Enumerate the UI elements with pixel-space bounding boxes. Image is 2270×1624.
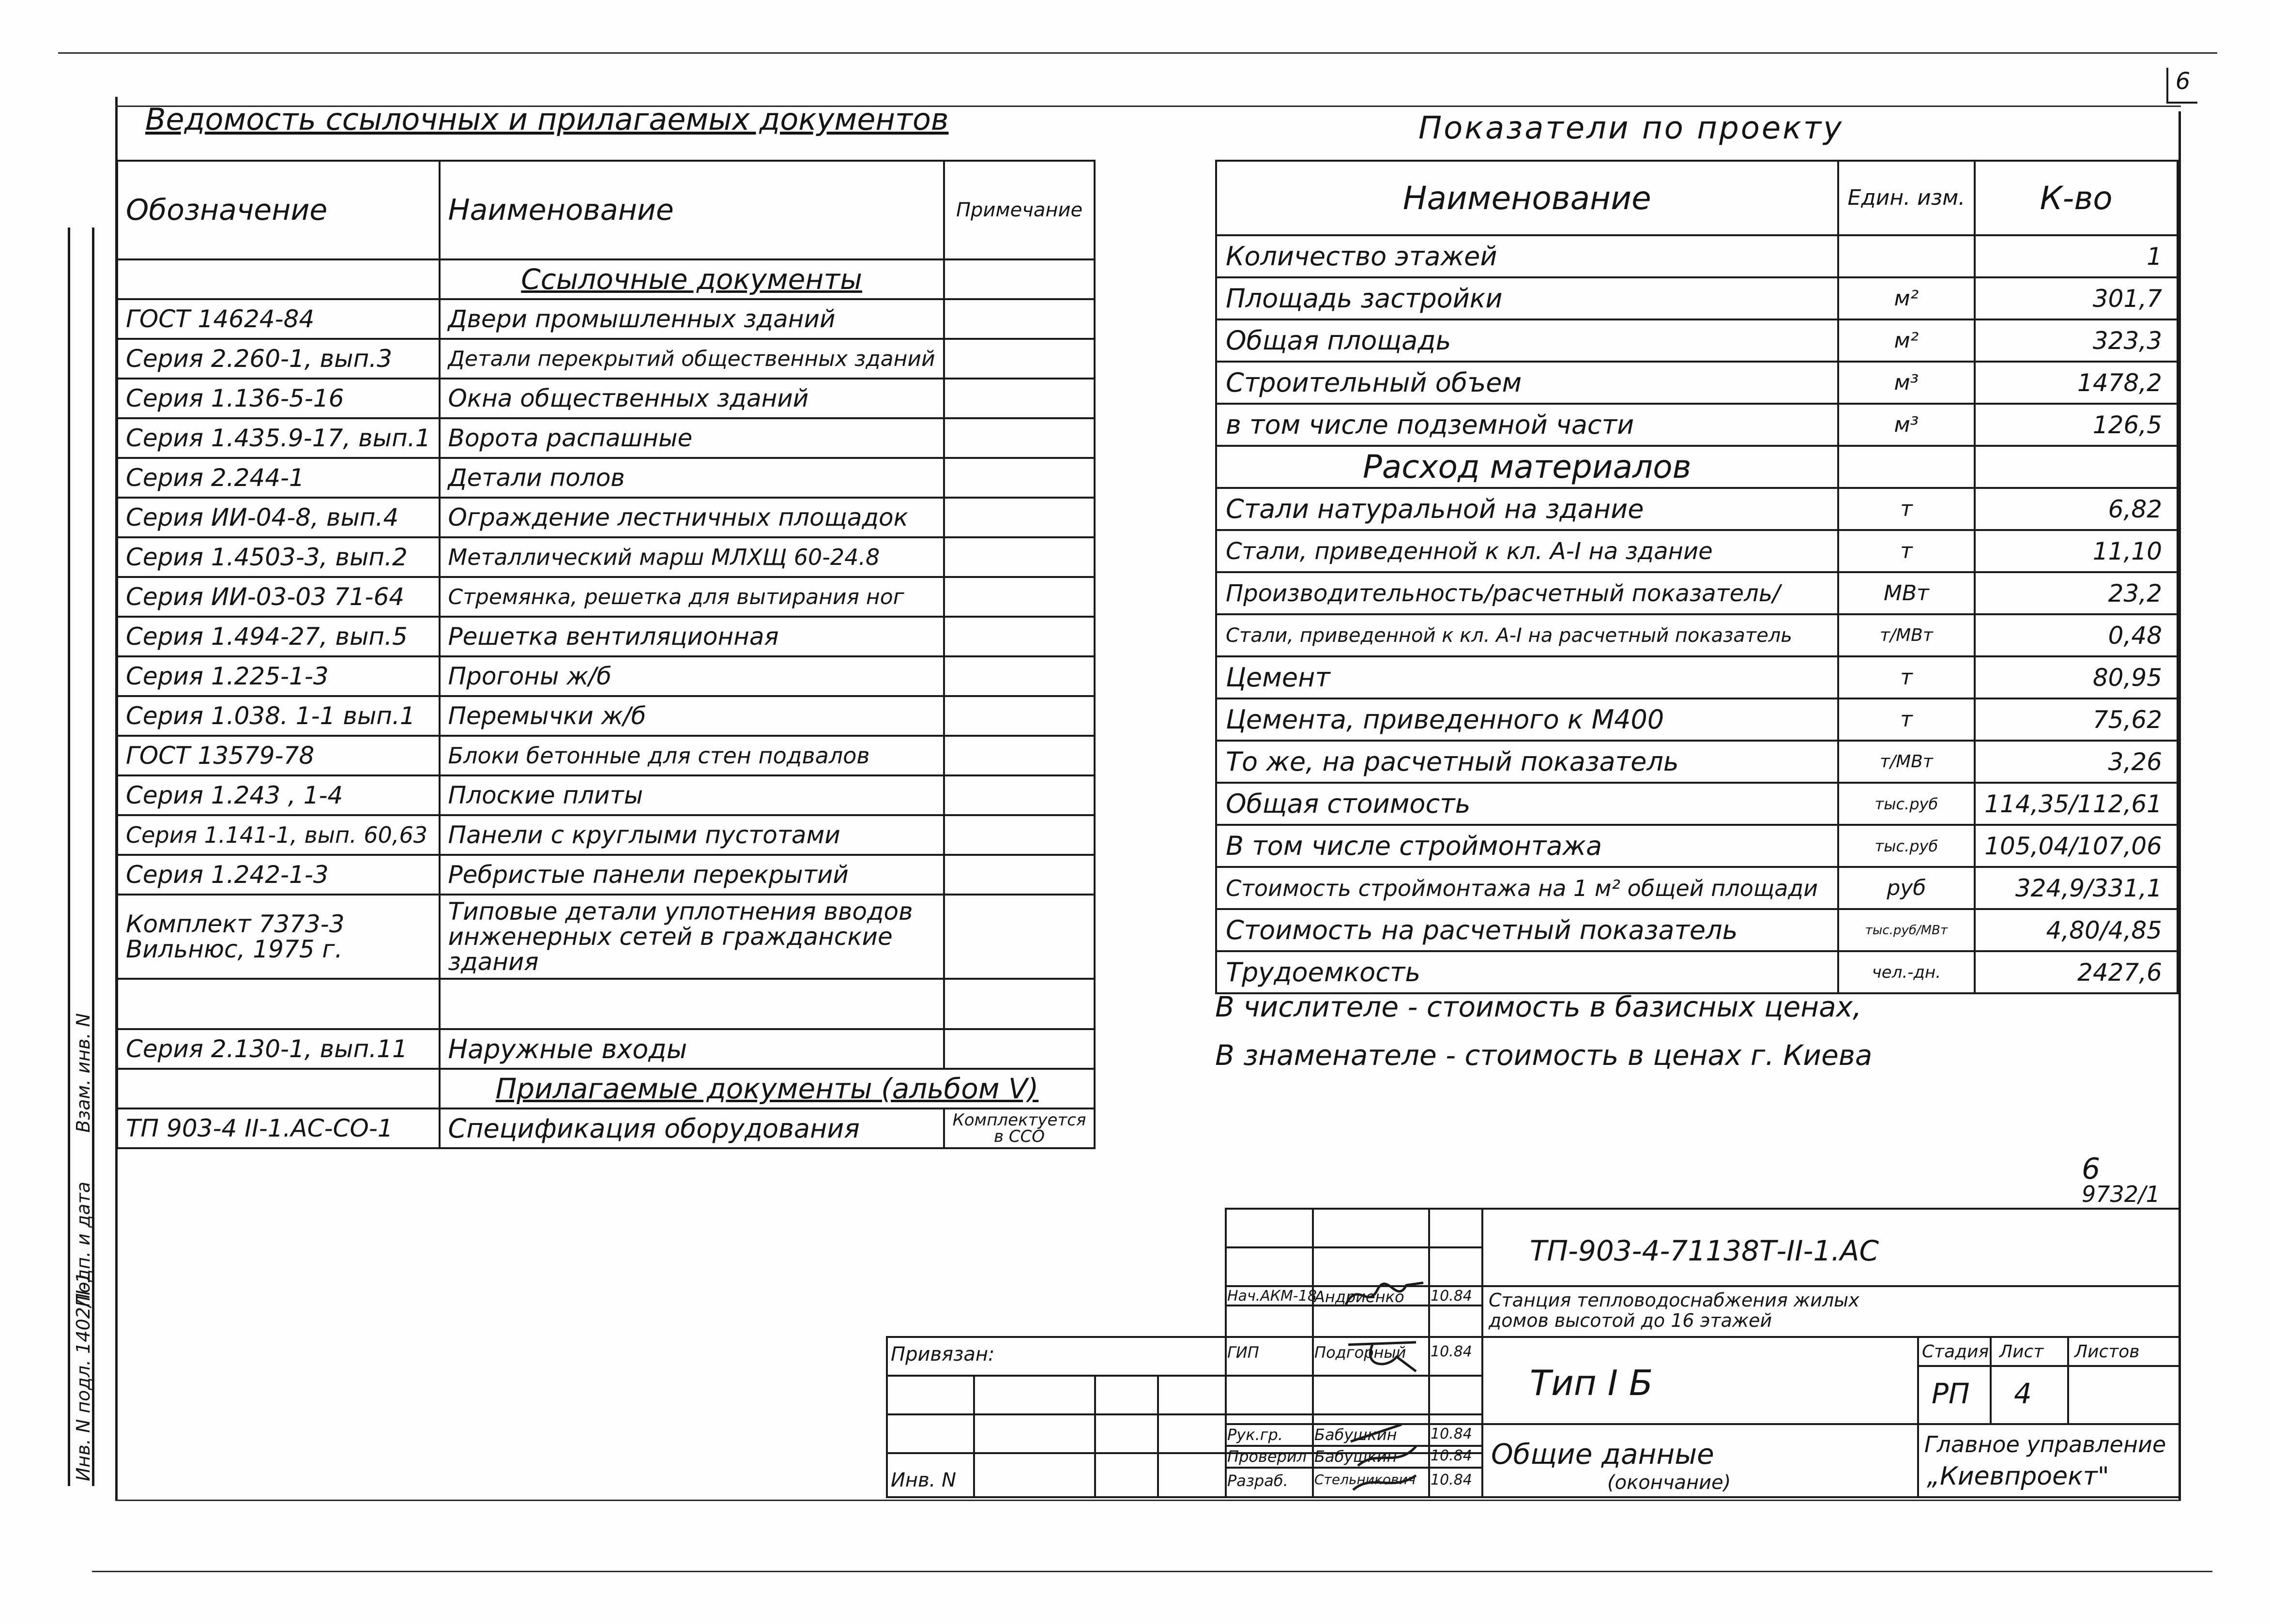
table-cell: 80,95 [1975, 656, 2178, 698]
sheet-subtitle: (окончание) [1607, 1472, 1731, 1494]
table-cell: т [1838, 530, 1975, 572]
table-cell: Ребристые панели перекрытий [440, 855, 944, 895]
table-cell: Стоимость на расчетный показатель [1216, 909, 1838, 951]
album-number: 9732/1 [2082, 1181, 2160, 1207]
person-name: Подгорный [1314, 1343, 1406, 1362]
empty-cell [440, 979, 944, 1029]
table-cell: Серия 2.244-1 [117, 458, 440, 498]
empty-cell [944, 537, 1095, 577]
person-name: Андриенко [1314, 1288, 1404, 1306]
cost-footnotes [1215, 983, 1872, 1079]
table-row [117, 299, 1095, 339]
bottom-border-line [92, 1571, 2212, 1572]
table-row [1216, 867, 2178, 909]
col-name: Наименование [1216, 161, 1838, 235]
empty-cell [944, 379, 1095, 418]
footnote-numerator: В числителе - стоимость в базисных ценах, [1215, 990, 1862, 1023]
table-cell: т [1838, 488, 1975, 530]
table-row [117, 617, 1095, 656]
empty-cell [944, 498, 1095, 537]
table-row [117, 895, 1095, 979]
table-cell: Ворота распашные [440, 418, 944, 458]
table-cell: Производительность/расчетный показатель/ [1216, 572, 1838, 614]
table-cell: чел.-дн. [1838, 951, 1975, 993]
table-row [117, 379, 1095, 418]
table-cell: 114,35/112,61 [1975, 783, 2178, 825]
role: Проверил [1227, 1447, 1307, 1466]
table-cell: 126,5 [1975, 404, 2178, 446]
table-row [1216, 614, 2178, 656]
table-cell: Перемычки ж/б [440, 696, 944, 736]
table-cell: руб [1838, 867, 1975, 909]
table-cell: 23,2 [1975, 572, 2178, 614]
role: Разраб. [1227, 1472, 1288, 1490]
table-cell: Серия ИИ-04-8, вып.4 [117, 498, 440, 537]
table-row [1216, 404, 2178, 446]
table-cell: Трудоемкость [1216, 951, 1838, 993]
table-cell: Наружные входы [440, 1029, 944, 1069]
table-cell: Блоки бетонные для стен подвалов [440, 736, 944, 775]
table-row [117, 498, 1095, 537]
table-cell: т [1838, 698, 1975, 741]
table-row [117, 418, 1095, 458]
table-row [117, 736, 1095, 775]
references-table [116, 160, 1096, 1149]
table-row [117, 537, 1095, 577]
table-cell: Плоские плиты [440, 775, 944, 815]
signature-icon [1343, 1275, 1428, 1314]
organization-line1: Главное управление [1924, 1431, 2166, 1457]
margin-label: Инв. N подл. 1402/II-1 [73, 1272, 94, 1481]
table-cell: 1 [1975, 235, 2178, 277]
empty-cell [944, 775, 1095, 815]
table-cell: Серия 1.435.9-17, вып.1 [117, 418, 440, 458]
empty-cell [944, 299, 1095, 339]
table-cell: Стали, приведенной к кл. А-I на расчетный показатель [1216, 614, 1838, 656]
table-row [1216, 488, 2178, 530]
title-block [886, 1208, 2179, 1498]
table-row [1216, 783, 2178, 825]
table-cell: 75,62 [1975, 698, 2178, 741]
role: Нач.АКМ-18 [1227, 1288, 1317, 1305]
table-cell: Двери промышленных зданий [440, 299, 944, 339]
table-row [1216, 362, 2178, 404]
empty-cell [944, 1029, 1095, 1069]
table-cell: Стали натуральной на здание [1216, 488, 1838, 530]
table-row [117, 855, 1095, 895]
table-cell: Общая стоимость [1216, 783, 1838, 825]
footnote-denominator: В знаменателе - стоимость в ценах г. Киева [1215, 1039, 1873, 1072]
empty-cell [944, 656, 1095, 696]
table-row [1216, 825, 2178, 867]
lists-label: Листов [2074, 1342, 2140, 1362]
table-cell: 11,10 [1975, 530, 2178, 572]
table-cell: в том числе подземной части [1216, 404, 1838, 446]
signature-icon [1343, 1420, 1426, 1495]
table-cell: МВт [1838, 572, 1975, 614]
section-referenced: Ссылочные документы [440, 259, 944, 299]
table-cell: Спецификация оборудования [440, 1108, 944, 1148]
empty-cell [944, 339, 1095, 379]
table-cell: Серия ИИ-03-03 71-64 [117, 577, 440, 617]
table-cell: Общая площадь [1216, 319, 1838, 362]
person-name: Стельникович [1314, 1472, 1416, 1487]
table-cell: м³ [1838, 362, 1975, 404]
empty-cell [117, 1069, 440, 1108]
table-row [117, 458, 1095, 498]
table-row [1216, 530, 2178, 572]
table-cell: тыс.руб [1838, 825, 1975, 867]
table-cell: ТП 903-4 II-1.АС-СО-1 [117, 1108, 440, 1148]
table-cell: Стоимость строймонтажа на 1 м² общей площади [1216, 867, 1838, 909]
table-cell: Детали перекрытий общественных зданий [440, 339, 944, 379]
empty-cell [944, 617, 1095, 656]
col-note: Примечание [944, 161, 1095, 259]
col-name: Наименование [440, 161, 944, 259]
table-row [117, 775, 1095, 815]
indicators-table [1215, 160, 2179, 994]
references-title: Ведомость ссылочных и прилагаемых документов [145, 102, 949, 137]
table-row [1216, 235, 2178, 277]
date: 10.84 [1431, 1288, 1472, 1305]
sheet-corner-number: 6 [2166, 68, 2197, 104]
table-cell: ГОСТ 14624-84 [117, 299, 440, 339]
empty-cell [944, 979, 1095, 1029]
empty-cell [944, 895, 1095, 979]
table-row [117, 696, 1095, 736]
table-cell: 324,9/331,1 [1975, 867, 2178, 909]
empty-cell: Комплект 7373-3 Вильнюс, 1975 г. [117, 895, 440, 979]
table-cell: т [1838, 656, 1975, 698]
empty-cell [944, 736, 1095, 775]
frame-bottom-line [115, 1500, 2181, 1501]
empty-cell [944, 259, 1095, 299]
section-attached: Прилагаемые документы (альбом V) [440, 1069, 1095, 1108]
table-cell: м² [1838, 277, 1975, 319]
table-cell: То же, на расчетный показатель [1216, 741, 1838, 783]
table-cell: Серия 2.260-1, вып.3 [117, 339, 440, 379]
date: 10.84 [1431, 1343, 1472, 1360]
table-cell: Серия 1.243 , 1-4 [117, 775, 440, 815]
sheet-title: Общие данные [1491, 1438, 1714, 1471]
empty-cell [1838, 446, 1975, 488]
empty-cell [117, 979, 440, 1029]
empty-cell [944, 815, 1095, 855]
table-cell: Прогоны ж/б [440, 656, 944, 696]
table-cell: Цемента, приведенного к М400 [1216, 698, 1838, 741]
table-row [1216, 656, 2178, 698]
table-cell: 3,26 [1975, 741, 2178, 783]
table-cell: 323,3 [1975, 319, 2178, 362]
stage-label: Стадия [1922, 1342, 1989, 1362]
margin-label: Взам. инв. N [73, 1013, 94, 1133]
table-cell: 301,7 [1975, 277, 2178, 319]
table-row [117, 815, 1095, 855]
table-cell: Окна общественных зданий [440, 379, 944, 418]
table-row [117, 1108, 1095, 1148]
signature-icon [1343, 1337, 1426, 1374]
table-cell: Серия 1.4503-3, вып.2 [117, 537, 440, 577]
table-cell: т/МВт [1838, 614, 1975, 656]
table-cell: Серия 1.141-1, вып. 60,63 [117, 815, 440, 855]
inventory-label: Инв. N [891, 1469, 956, 1491]
table-row [117, 1029, 1095, 1069]
references-section [116, 102, 1089, 1146]
type-label: Тип I Б [1530, 1363, 1653, 1403]
table-cell: Комплектуется в ССО [944, 1108, 1095, 1148]
table-row [1216, 572, 2178, 614]
margin-label: Подп. и дата [73, 1182, 94, 1307]
table-cell: Строительный объем [1216, 362, 1838, 404]
table-cell: м³ [1838, 404, 1975, 446]
col-designation: Обозначение [117, 161, 440, 259]
table-cell: Ограждение лестничных площадок [440, 498, 944, 537]
top-border-line [58, 52, 2217, 54]
table-cell: Типовые детали уплотнения вводов инженерных сетей в гражданские здания [440, 895, 944, 979]
page-number: 6 [2082, 1152, 2101, 1186]
table-row [117, 656, 1095, 696]
empty-cell [944, 855, 1095, 895]
person-name: Бабушкин [1314, 1426, 1397, 1444]
table-cell: Панели с круглыми пустотами [440, 815, 944, 855]
table-cell: Серия 1.225-1-3 [117, 656, 440, 696]
date: 10.84 [1431, 1472, 1472, 1488]
project-title: Станция тепловодоснабжения жилых домов высотой до 16 этажей [1489, 1290, 1859, 1331]
table-cell: 1478,2 [1975, 362, 2178, 404]
table-cell: 6,82 [1975, 488, 2178, 530]
empty-cell [944, 696, 1095, 736]
list-label: Лист [1999, 1342, 2044, 1362]
table-cell: 4,80/4,85 [1975, 909, 2178, 951]
table-cell: Серия 1.038. 1-1 вып.1 [117, 696, 440, 736]
table-row [1216, 698, 2178, 741]
table-cell: 0,48 [1975, 614, 2178, 656]
table-cell: Металлический марш МЛХЩ 60-24.8 [440, 537, 944, 577]
table-cell [1838, 235, 1975, 277]
table-row [1216, 909, 2178, 951]
table-row [117, 577, 1095, 617]
table-cell: Количество этажей [1216, 235, 1838, 277]
person-name: Бабушкин [1314, 1447, 1397, 1466]
empty-cell [944, 418, 1095, 458]
empty-cell [944, 577, 1095, 617]
date: 10.84 [1431, 1426, 1472, 1442]
table-cell: Серия 1.494-27, вып.5 [117, 617, 440, 656]
binding-label: Привязан: [891, 1343, 995, 1366]
table-cell: Площадь застройки [1216, 277, 1838, 319]
role: Рук.гр. [1227, 1426, 1283, 1444]
table-row [1216, 277, 2178, 319]
indicators-title: Показатели по проекту [1418, 110, 1844, 146]
empty-cell [117, 259, 440, 299]
role: ГИП [1227, 1343, 1259, 1362]
table-cell: Цемент [1216, 656, 1838, 698]
table-cell: т/МВт [1838, 741, 1975, 783]
table-cell: тыс.руб/МВт [1838, 909, 1975, 951]
organization-line2: „Киевпроект" [1927, 1462, 2109, 1491]
table-cell: Стремянка, решетка для вытирания ног [440, 577, 944, 617]
table-cell: В том числе строймонтажа [1216, 825, 1838, 867]
margin-line [68, 228, 70, 1486]
table-cell: Решетка вентиляционная [440, 617, 944, 656]
table-cell: Серия 1.242-1-3 [117, 855, 440, 895]
table-row [1216, 319, 2178, 362]
stage-value: РП [1932, 1377, 1970, 1410]
table-cell: тыс.руб [1838, 783, 1975, 825]
table-cell: Детали полов [440, 458, 944, 498]
empty-cell [1975, 446, 2178, 488]
table-cell: Серия 2.130-1, вып.11 [117, 1029, 440, 1069]
table-row [1216, 741, 2178, 783]
table-cell: Стали, приведенной к кл. А-I на здание [1216, 530, 1838, 572]
drawing-code: ТП-903-4-71138Т-II-1.АС [1530, 1234, 1879, 1267]
empty-cell [944, 458, 1095, 498]
table-cell: 2427,6 [1975, 951, 2178, 993]
table-row [117, 339, 1095, 379]
list-value: 4 [2014, 1377, 2032, 1410]
section-materials: Расход материалов [1216, 446, 1838, 488]
table-cell: 105,04/107,06 [1975, 825, 2178, 867]
col-qty: К-во [1975, 161, 2178, 235]
col-unit: Един. изм. [1838, 161, 1975, 235]
table-cell: ГОСТ 13579-78 [117, 736, 440, 775]
table-cell: м² [1838, 319, 1975, 362]
frame-right-line [2179, 111, 2181, 1501]
table-cell: Серия 1.136-5-16 [117, 379, 440, 418]
date: 10.84 [1431, 1447, 1472, 1464]
